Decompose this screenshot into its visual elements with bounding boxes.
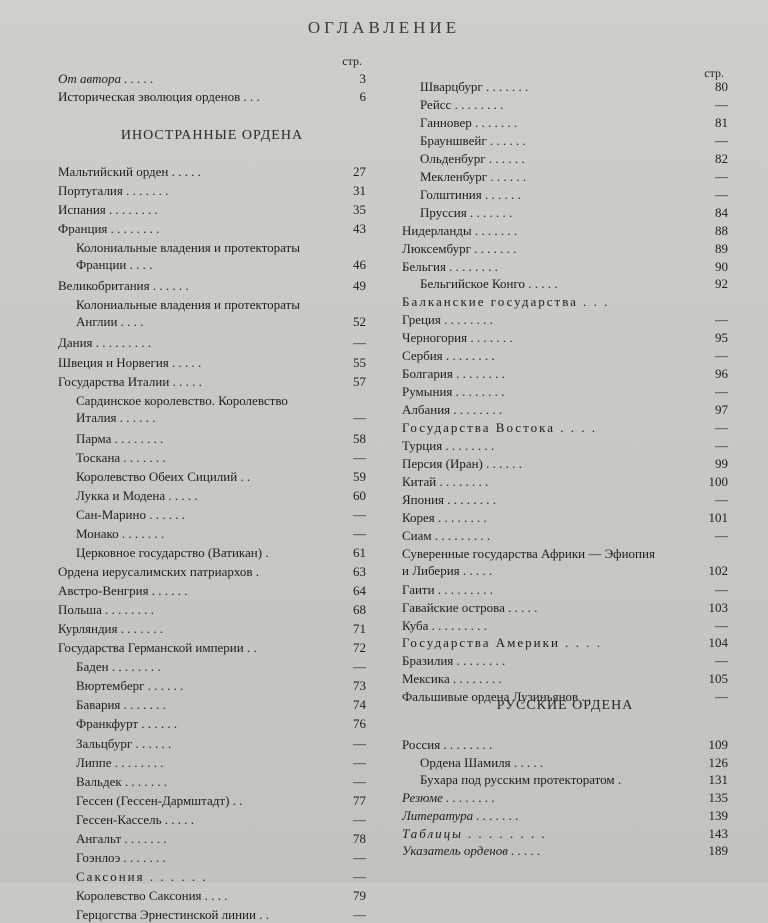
toc-entry-title: Ганновер . . . . . . . [420,114,518,130]
toc-entry-page: 143 [708,825,728,841]
toc-entry-title: Колониальные владения и протектораты Англии . . . . [76,297,300,330]
toc-entry-title: Бельгийское Конго . . . . . [420,276,558,292]
toc-entry-page: — [353,849,366,865]
toc-entry-title: Япония . . . . . . . . [402,491,497,507]
toc-entry-title: Сардинское королевство. Королевство Италия . . . . . . [76,392,288,425]
toc-entry [58,354,366,371]
toc-entry-page: 95 [715,330,728,346]
toc-entry-title: Румыния . . . . . . . . [402,384,505,400]
toc-entry-page: 46 [353,257,366,273]
toc-entry-page: 97 [715,402,728,418]
toc-entry-page: 89 [715,240,728,256]
toc-entry-title: Шварцбург . . . . . . . [420,79,529,94]
toc-entry-page: 92 [715,276,728,292]
toc-entry-title: Дания . . . . . . . . . [58,335,152,351]
toc-entry [58,277,366,294]
toc-entry-title: Литература . . . . . . . [402,807,519,823]
toc-entry [58,735,366,752]
toc-entry [58,296,366,330]
toc-entry-title: Рейсс . . . . . . . . [420,96,504,112]
toc-entry-title: Швеция и Норвегия . . . . . [58,354,202,370]
toc-entry-page: 109 [708,737,728,752]
toc-entry [402,599,728,616]
toc-entry-page: — [353,906,366,922]
toc-entry-title: Болгария . . . . . . . . [402,366,505,382]
toc-entry-page: 74 [353,697,366,713]
toc-entry [402,258,728,275]
toc-entry [402,240,728,257]
toc-entry-title: Таблицы . . . . . . . . [402,825,547,841]
toc-entry-title: Голштиния . . . . . . [420,186,521,202]
toc-entry [402,652,728,669]
toc-entry [402,168,728,185]
toc-entry-title: Китай . . . . . . . . [402,473,489,489]
toc-entry-title: Балканские государства . . . [402,294,610,310]
toc-entry-title: Вюртемберг . . . . . . [76,678,184,694]
toc-entry-page: 104 [708,635,728,651]
toc-entry-title: От автора . . . . . [58,71,154,86]
toc-entry [58,830,366,847]
toc-entry [58,525,366,542]
toc-entry-title: Курляндия . . . . . . . [58,621,163,637]
toc-entry [58,849,366,866]
toc-entry [58,677,366,694]
toc-entry-title: Баден . . . . . . . . [76,659,161,675]
toc-entry-page: 101 [708,509,728,525]
toc-entry [58,601,366,618]
toc-entry-title: Франкфурт . . . . . . [76,716,178,732]
section-heading-foreign: ИНОСТРАННЫЕ ОРДЕНА [120,128,304,143]
toc-entry-page: 79 [353,887,366,903]
toc-entry-title: Черногория . . . . . . . [402,330,513,346]
toc-entry-title: Брауншвейг . . . . . . [420,132,526,148]
toc-entry-page: 64 [353,583,366,599]
toc-entry-title: Россия . . . . . . . . [402,737,493,752]
toc-entry-page: 102 [708,562,728,578]
toc-entry-title: Сиам . . . . . . . . . [402,527,491,543]
toc-entry-title: Ордена иерусалимских патриархов . [58,564,260,580]
toc-entry-page: 52 [353,314,366,330]
toc-entry [402,96,728,113]
toc-entry-page: — [353,335,366,351]
toc-entry-page: 135 [708,790,728,806]
toc-entry-title: Бразилия . . . . . . . . [402,653,506,669]
toc-entry-title: Португалия . . . . . . . [58,183,169,199]
toc-entry-title: Бельгия . . . . . . . . [402,258,498,274]
toc-entry [402,736,728,753]
toc-entry [402,150,728,167]
toc-entry [58,811,366,828]
toc-entry [402,842,728,859]
toc-entry-page: 82 [715,150,728,166]
toc-entry-page: 68 [353,602,366,618]
toc-entry [402,634,728,651]
toc-entry [402,186,728,203]
page-title: ОГЛАВЛЕНИЕ [307,18,461,37]
toc-entry [58,887,366,904]
toc-entry [58,220,366,237]
toc-entry-page: 139 [708,807,728,823]
toc-entry [58,792,366,809]
toc-entry-page: 43 [353,221,366,237]
toc-entry-title: Испания . . . . . . . . [58,202,158,218]
toc-entry [58,696,366,713]
toc-entry-page: 3 [359,71,366,86]
toc-entry [58,334,366,351]
toc-entry-title: Саксония . . . . . . [76,868,208,884]
toc-entry [402,329,728,346]
toc-entry [402,754,728,771]
toc-entry-page: 59 [353,468,366,484]
toc-entry [402,455,728,472]
toc-entry-title: Персия (Иран) . . . . . . [402,455,522,471]
toc-entry [58,163,366,180]
toc-entry [58,182,366,199]
toc-entry-page: 99 [715,455,728,471]
toc-entry [58,773,366,790]
toc-entry [58,544,366,561]
toc-entry [58,201,366,218]
toc-entry [402,114,728,131]
toc-entry-page: 49 [353,278,366,294]
toc-entry-title: Турция . . . . . . . . [402,438,495,453]
toc-entry-title: Австро-Венгрия . . . . . . [58,583,188,599]
toc-entry-page: — [715,438,728,453]
toc-entry-page: — [353,735,366,751]
toc-entry-page: — [715,689,728,705]
toc-entry-page: — [715,581,728,597]
toc-entry-page: 71 [353,621,366,637]
toc-entry-title: Церковное государство (Ватикан) . [76,545,269,560]
toc-entry-page: 61 [353,545,366,560]
toc-entry-page: — [353,773,366,789]
toc-entry [58,392,366,426]
toc-entry-title: Греция . . . . . . . . [402,312,493,328]
toc-entry-page: — [715,384,728,400]
toc-entry-page: — [715,348,728,364]
toc-entry-title: Сан-Марино . . . . . . [76,506,185,522]
toc-entry [58,239,366,273]
toc-entry [402,383,728,400]
toc-entry-page: — [715,168,728,184]
toc-entry-title: Резюме . . . . . . . . [402,790,495,806]
toc-entry-title: Мекленбург . . . . . . [420,168,527,184]
toc-entry-page: 31 [353,183,366,199]
toc-entry-page: 6 [359,88,366,104]
toc-entry [58,620,366,637]
toc-entry-page: — [715,186,728,202]
toc-entry [58,639,366,656]
toc-entry [58,754,366,771]
toc-entry-page: — [353,868,366,884]
toc-entry-page: 96 [715,366,728,382]
toc-entry-title: Ордена Шамиля . . . . . [420,754,544,770]
toc-entry-title: Гессен (Гессен-Дармштадт) . . [76,792,243,808]
toc-entry-page: 84 [715,204,728,220]
toc-entry-page: — [353,659,366,675]
toc-entry [402,509,728,526]
toc-entry-title: Ангальт . . . . . . . [76,830,167,846]
toc-entry-title: Куба . . . . . . . . . [402,617,487,633]
toc-entry [58,582,366,599]
toc-entry-page: 57 [353,373,366,389]
toc-entry [402,293,728,310]
toc-entry [402,789,728,806]
toc-entry [402,825,728,842]
toc-entry-title: Парма . . . . . . . . [76,430,164,446]
toc-entry-title: Пруссия . . . . . . . [420,204,513,220]
toc-entry [58,563,366,580]
toc-entry-page: 105 [708,671,728,687]
toc-entry-page: 77 [353,792,366,808]
toc-entry [58,506,366,523]
toc-entry-title: Люксембург . . . . . . . [402,240,517,256]
toc-entry-page: — [715,132,728,148]
toc-entry [402,581,728,598]
toc-entry [58,449,366,466]
toc-entry-page: 103 [708,599,728,615]
toc-entry-title: Бавария . . . . . . . [76,697,166,713]
toc-entry-page: 72 [353,640,366,656]
toc-entry-page: — [715,420,728,436]
toc-entry-title: Нидерланды . . . . . . . [402,222,518,238]
toc-entry-page: — [353,449,366,465]
toc-entry-title: Зальцбург . . . . . . [76,735,172,751]
toc-entry [402,527,728,544]
toc-entry [402,222,728,239]
toc-entry [402,670,728,687]
toc-entry-page: — [715,491,728,507]
toc-entry [402,311,728,328]
toc-entry-page: 35 [353,202,366,218]
toc-entry [58,373,366,390]
toc-entry-title: Историческая эволюция орденов . . . [58,88,260,104]
toc-entry-page: 80 [715,79,728,94]
toc-entry-page: 55 [353,354,366,370]
toc-entry-title: Мальтийский орден . . . . . [58,164,201,179]
toc-entry-page: 63 [353,564,366,580]
toc-entry-title: Указатель орденов . . . . . [402,843,541,859]
toc-entry-page: 73 [353,678,366,694]
toc-entry-title: Липпе . . . . . . . . [76,754,164,770]
toc-entry [58,487,366,504]
toc-entry-page: — [715,96,728,112]
toc-entry [402,347,728,364]
toc-entry [402,365,728,382]
toc-entry-title: Великобритания . . . . . . [58,278,189,294]
toc-entry [402,473,728,490]
toc-entry-title: Гавайские острова . . . . . [402,599,538,615]
toc-entry-title: Королевство Обеих Сицилий . . [76,468,251,484]
toc-entry [402,419,728,436]
toc-entry-page: 60 [353,487,366,503]
toc-entry-page: 90 [715,258,728,274]
toc-entry-title: Франция . . . . . . . . [58,221,160,237]
toc-entry-page: 131 [708,772,728,788]
toc-entry-title: Вальдек . . . . . . . [76,773,168,789]
toc-entry-title: Государства Италии . . . . . [58,373,202,389]
toc-entry-title: Бухара под русским протекторатом . [420,772,622,788]
page-column-label: стр. [342,54,362,68]
toc-entry-page: — [353,506,366,522]
toc-entry-title: Государства Америки . . . . [402,635,602,651]
toc-entry-title: Корея . . . . . . . . [402,509,487,525]
toc-entry-title: Фальшивые ордена Лузиньянов . . [402,689,592,705]
toc-entry-page: 58 [353,430,366,446]
section-heading-russian: РУССКИЕ ОРДЕНА [496,698,634,713]
toc-entry [58,906,366,923]
toc-entry [58,70,366,87]
toc-entry-title: Монако . . . . . . . [76,525,165,541]
toc-entry [402,771,728,788]
toc-entry [402,437,728,454]
toc-entry [402,617,728,634]
toc-entry [402,545,728,579]
toc-entry-page: 88 [715,222,728,238]
page-column-label: стр. [704,66,724,80]
toc-entry [402,491,728,508]
toc-entry-title: Ольденбург . . . . . . [420,150,525,166]
toc-entry-page: 189 [708,843,728,859]
toc-entry-page: 81 [715,114,728,130]
toc-entry [58,658,366,675]
toc-entry [58,868,366,885]
toc-entry [402,401,728,418]
toc-entry-title: Герцогства Эрнестинской линии . . [76,906,269,922]
toc-entry-page: 100 [708,473,728,489]
toc-entry-title: Гессен-Кассель . . . . . [76,811,195,827]
toc-entry-title: Колониальные владения и протектораты Франции . . . . [76,240,300,273]
toc-entry [402,275,728,292]
toc-entry-page: 76 [353,716,366,732]
toc-entry [58,430,366,447]
toc-entry [402,78,728,95]
toc-entry [58,715,366,732]
toc-entry-title: Албания . . . . . . . . [402,402,503,418]
toc-entry-page: — [353,754,366,770]
toc-entry-page: 27 [353,164,366,179]
toc-entry-title: Королевство Саксония . . . . [76,887,228,903]
toc-entry-title: Гаити . . . . . . . . . [402,581,494,597]
toc-entry [402,132,728,149]
toc-entry-title: Гоэнлоэ . . . . . . . [76,849,166,865]
toc-entry-page: — [353,409,366,425]
toc-entry-page: — [715,312,728,328]
toc-entry-page: — [353,811,366,827]
toc-entry-page: — [715,653,728,669]
toc-entry [402,807,728,824]
toc-entry-title: Государства Германской империи . . [58,640,257,656]
toc-entry [58,88,366,105]
toc-entry [402,204,728,221]
toc-entry-page: 78 [353,830,366,846]
toc-entry-title: Польша . . . . . . . . [58,602,154,618]
toc-entry-title: Суверенные государства Африки — Эфиопия и Либерия . . . . . [402,545,655,578]
toc-entry-title: Мексика . . . . . . . . [402,671,502,687]
toc-entry-title: Лукка и Модена . . . . . [76,487,198,503]
toc-entry-page: — [715,527,728,543]
toc-entry-title: Государства Востока . . . . [402,420,597,436]
toc-entry-title: Сербия . . . . . . . . [402,348,495,364]
toc-entry-title: Тоскана . . . . . . . [76,449,166,465]
toc-entry-page: — [353,525,366,541]
toc-entry [58,468,366,485]
toc-entry-page: 126 [708,754,728,770]
toc-entry-page: — [715,617,728,633]
